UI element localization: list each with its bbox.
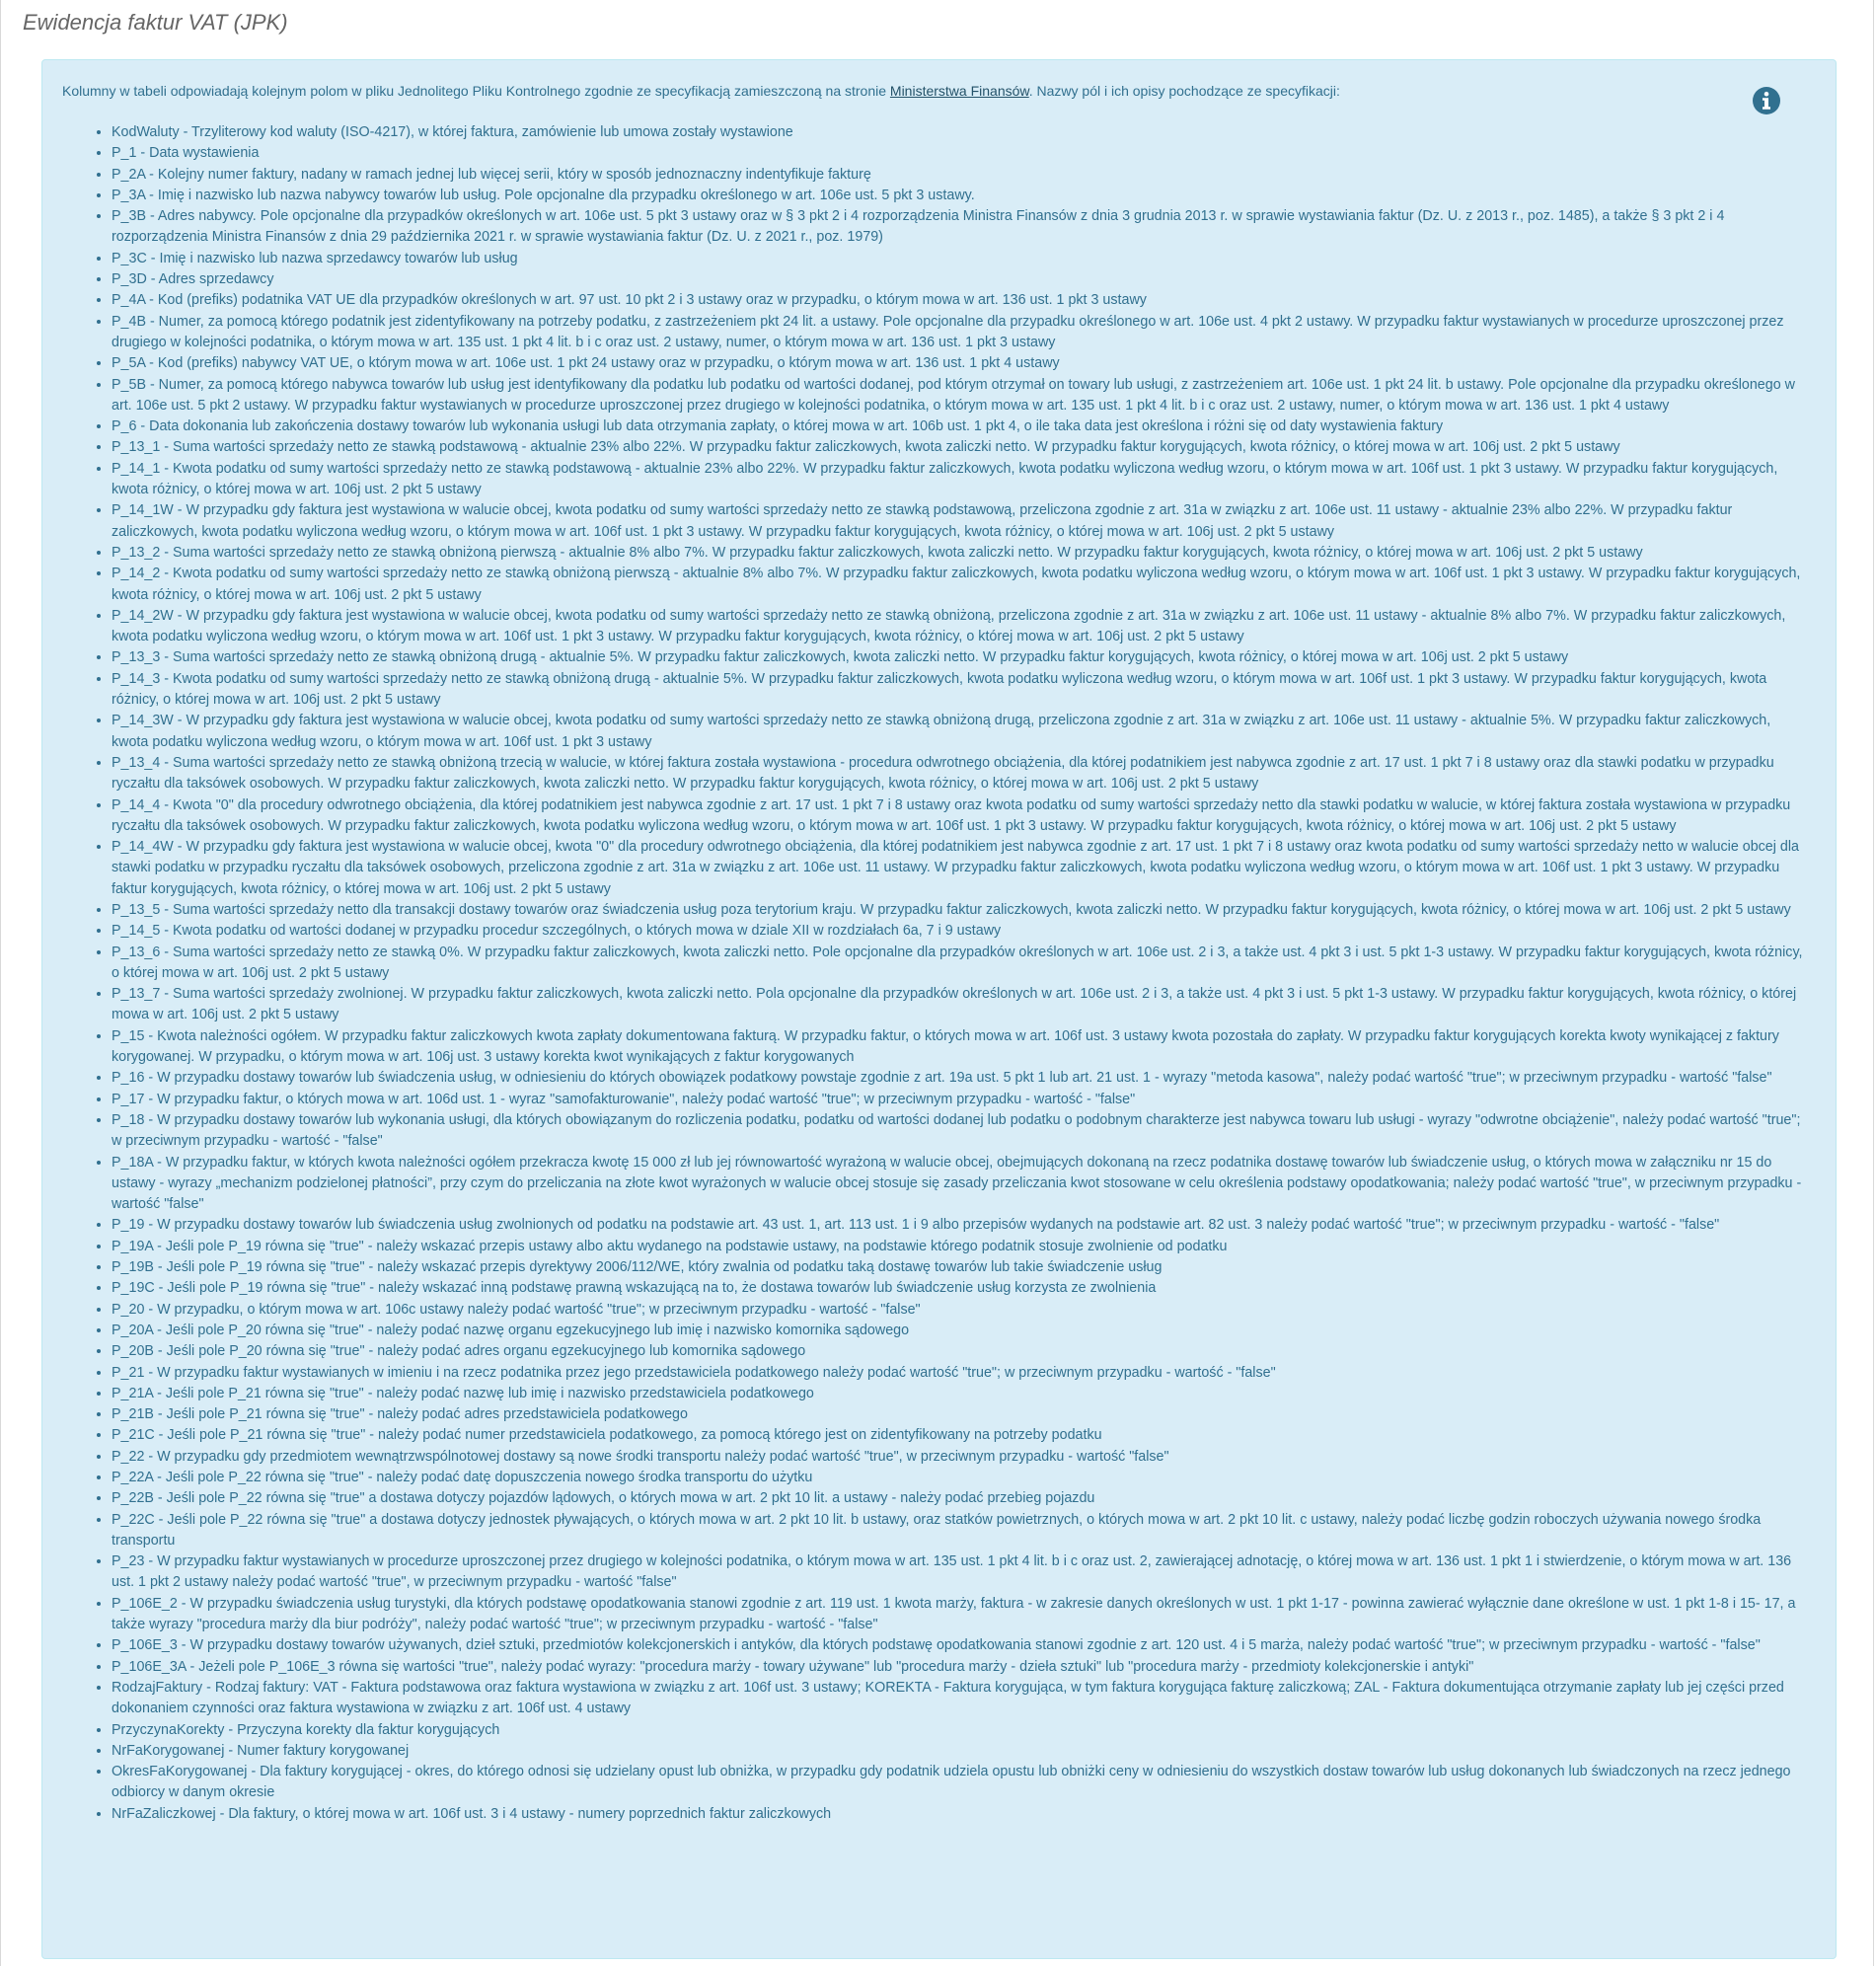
field-spec-item: • P_15 - Kwota należności ogółem. W przypadku faktur zaliczkowych kwota zapłaty dokumentowana fakturą. W przypadku faktur, o których mowa w art. 106f ust. 3 ustawy kwota pozostała do zapłaty. W przypadku faktur korygujących korekta kwoty wynikającej z faktury korygowanej. W przypadku, o którym mowa w art. 106j ust. 3 ustawy korekta kwot wynikających z faktur korygowanych <box>112 1026 1806 1069</box>
field-spec-item: • P_18 - W przypadku dostawy towarów lub wykonania usługi, dla których obowiązanym do rozliczenia podatku, podatku od wartości dodanej lub podatku o podobnym charakterze jest nabywca towaru lub usługi - wyrazy "odwrotne obciążenie", należy podać wartość "true"; w przeciwnym przypadku - wartość - "false" <box>112 1110 1806 1153</box>
page-title: Ewidencja faktur VAT (JPK) <box>23 10 288 35</box>
field-spec-item: • P_18A - W przypadku faktur, w których kwota należności ogółem przekracza kwotę 15 000 zł lub jej równowartość wyrażoną w walucie obcej, obejmujących dokonaną na rzecz podatnika dostawę towarów lub świadczenie usług, o których mowa w załączniku nr 15 do ustawy - wyrazy „mechanizm podzielonej płatności”, przy czym do przeliczania na złote kwot wyrażonych w walucie obcej stosuje się zasady przeliczania kwot stosowane w celu określenia podstawy opodatkowania; należy podać wartość "true", w przeciwnym przypadku - wartość "false" <box>112 1153 1806 1216</box>
field-spec-item: • P_22C - Jeśli pole P_22 równa się "true" a dostawa dotyczy jednostek pływających, o których mowa w art. 2 pkt 10 lit. b ustawy, oraz statków powietrznych, o których mowa w art. 2 pkt 10 lit. c ustawy, należy podać liczbę godzin roboczych używania nowego środka transportu <box>112 1510 1806 1552</box>
field-spec-item: • P_3D - Adres sprzedawcy <box>112 269 1806 290</box>
field-spec-item: • P_14_5 - Kwota podatku od wartości dodanej w przypadku procedur szczególnych, o których mowa w dziale XII w rozdziałach 6a, 7 i 9 ustawy <box>112 921 1806 942</box>
field-spec-item: • P_22A - Jeśli pole P_22 równa się "true" - należy podać datę dopuszczenia nowego środka transportu do użytku <box>112 1468 1806 1488</box>
field-spec-item: • P_6 - Data dokonania lub zakończenia dostawy towarów lub wykonania usługi lub data otrzymania zapłaty, o której mowa w art. 106b ust. 1 pkt 4, o ile taka data jest określona i różni się od daty wystawienia faktury <box>112 416 1806 437</box>
ministry-of-finance-link[interactable]: Ministerstwa Finansów <box>889 83 1029 99</box>
field-spec-item: • P_19A - Jeśli pole P_19 równa się "true" - należy wskazać przepis ustawy albo aktu wydanego na podstawie ustawy, na podstawie którego podatnik stosuje zwolnienie od podatku <box>112 1237 1806 1257</box>
field-spec-item: • P_106E_3 - W przypadku dostawy towarów używanych, dzieł sztuki, przedmiotów kolekcjonerskich i antyków, dla których podstawę opodatkowania stanowi zgodnie z art. 120 ust. 4 i 5 marża, należy podać wartość "true"; w przeciwnym przypadku - wartość - "false" <box>112 1635 1806 1656</box>
field-spec-item: • P_19C - Jeśli pole P_19 równa się "true" - należy wskazać inną podstawę prawną wskazującą na to, że dostawa towarów lub świadczenie usług korzysta ze zwolnienia <box>112 1278 1806 1299</box>
field-spec-item: • P_1 - Data wystawienia <box>112 143 1806 164</box>
field-spec-item: • P_22B - Jeśli pole P_22 równa się "true" a dostawa dotyczy pojazdów lądowych, o których mowa w art. 2 pkt 10 lit. a ustawy - należy podać przebieg pojazdu <box>112 1488 1806 1509</box>
field-spec-item: • P_20 - W przypadku, o którym mowa w art. 106c ustawy należy podać wartość "true"; w przeciwnym przypadku - wartość - "false" <box>112 1300 1806 1321</box>
field-spec-list <box>62 122 1806 1825</box>
field-spec-item: • P_13_2 - Suma wartości sprzedaży netto ze stawką obniżoną pierwszą - aktualnie 8% albo 7%. W przypadku faktur zaliczkowych, kwota zaliczki netto. W przypadku faktur korygujących, kwota różnicy, o której mowa w art. 106j ust. 2 pkt 5 ustawy <box>112 543 1806 564</box>
field-spec-item: • P_14_3 - Kwota podatku od sumy wartości sprzedaży netto ze stawką obniżoną drugą - aktualnie 5%. W przypadku faktur zaliczkowych, kwota podatku wyliczona według wzoru, o którym mowa w art. 106f ust. 1 pkt 3 ustawy. W przypadku faktur korygujących, kwota różnicy, o której mowa w art. 106j ust. 2 pkt 5 ustawy <box>112 669 1806 712</box>
field-spec-item: • P_3C - Imię i nazwisko lub nazwa sprzedawcy towarów lub usług <box>112 249 1806 269</box>
field-spec-item: • P_13_1 - Suma wartości sprzedaży netto ze stawką podstawową - aktualnie 23% albo 22%. W przypadku faktur zaliczkowych, kwota zaliczki netto. W przypadku faktur korygujących, kwota różnicy, o której mowa w art. 106j ust. 2 pkt 5 ustawy <box>112 437 1806 458</box>
field-spec-item: • P_21 - W przypadku faktur wystawianych w imieniu i na rzecz podatnika przez jego przedstawiciela podatkowego należy podać wartość "true"; w przeciwnym przypadku - wartość - "false" <box>112 1363 1806 1384</box>
field-spec-item: • P_20B - Jeśli pole P_20 równa się "true" - należy podać adres organu egzekucyjnego lub komornika sądowego <box>112 1341 1806 1362</box>
intro-text <box>62 82 1727 101</box>
field-spec-item: • P_13_3 - Suma wartości sprzedaży netto ze stawką obniżoną drugą - aktualnie 5%. W przypadku faktur zaliczkowych, kwota zaliczki netto. W przypadku faktur korygujących, kwota różnicy, o której mowa w art. 106j ust. 2 pkt 5 ustawy <box>112 647 1806 668</box>
field-spec-item: • P_3A - Imię i nazwisko lub nazwa nabywcy towarów lub usług. Pole opcjonalne dla przypadku określonego w art. 106e ust. 5 pkt 3 ustawy. <box>112 186 1806 206</box>
field-spec-item: • P_14_4 - Kwota "0" dla procedury odwrotnego obciążenia, dla której podatnikiem jest nabywca zgodnie z art. 17 ust. 1 pkt 7 i 8 ustawy oraz kwota podatku od sumy wartości sprzedaży netto dla stawki podatku w walucie, w której faktura została wystawiona w przypadku ryczałtu dla taksówek osobowych. W przypadku faktur zaliczkowych, kwota podatku wyliczona według wzoru, o którym mowa w art. 106f ust. 1 pkt 3 ustawy. W przypadku faktur korygujących, kwota różnicy, o której mowa w art. 106j ust. 2 pkt 5 ustawy <box>112 795 1806 838</box>
field-spec-item: • NrFaKorygowanej - Numer faktury korygowanej <box>112 1741 1806 1762</box>
field-spec-item: • P_3B - Adres nabywcy. Pole opcjonalne dla przypadków określonych w art. 106e ust. 5 pkt 3 ustawy oraz w § 3 pkt 2 i 4 rozporządzenia Ministra Finansów z dnia 3 grudnia 2013 r. w sprawie wystawiania faktur (Dz. U. z 2013 r., poz. 1485), a także § 3 pkt 2 i 4 rozporządzenia Ministra Finansów z dnia 29 października 2021 r. w sprawie wystawiania faktur (Dz. U. z 2021 r., poz. 1979) <box>112 206 1806 249</box>
field-spec-item: • P_13_5 - Suma wartości sprzedaży netto dla transakcji dostawy towarów oraz świadczenia usług poza terytorium kraju. W przypadku faktur zaliczkowych, kwota zaliczki netto. W przypadku faktur korygujących, kwota różnicy, o której mowa w art. 106j ust. 2 pkt 5 ustawy <box>112 900 1806 921</box>
field-spec-item: • P_19B - Jeśli pole P_19 równa się "true" - należy wskazać przepis dyrektywy 2006/112/WE, który zwalnia od podatku taką dostawę towarów lub takie świadczenie usług <box>112 1257 1806 1278</box>
field-spec-item: • P_16 - W przypadku dostawy towarów lub świadczenia usług, w odniesieniu do których obowiązek podatkowy powstaje zgodnie z art. 19a ust. 5 pkt 1 lub art. 21 ust. 1 - wyrazy "metoda kasowa", należy podać wartość "true"; w przeciwnym przypadku - wartość "false" <box>112 1068 1806 1089</box>
field-spec-item: • P_19 - W przypadku dostawy towarów lub świadczenia usług zwolnionych od podatku na podstawie art. 43 ust. 1, art. 113 ust. 1 i 9 albo przepisów wydanych na podstawie art. 82 ust. 3 należy podać wartość "true"; w przeciwnym przypadku - wartość - "false" <box>112 1215 1806 1236</box>
field-spec-item: • P_106E_2 - W przypadku świadczenia usług turystyki, dla których podstawę opodatkowania stanowi zgodnie z art. 119 ust. 1 kwota marży, faktura - w zakresie danych określonych w ust. 1 pkt 1-17 - powinna zawierać wyłącznie dane określone w ust. 1 pkt 1-8 i 15- 17, a także wyrazy "procedura marży dla biur podróży", należy podać wartość "true"; w przeciwnym przypadku - wartość - "false" <box>112 1594 1806 1636</box>
field-spec-item: • P_13_7 - Suma wartości sprzedaży zwolnionej. W przypadku faktur zaliczkowych, kwota zaliczki netto. Pola opcjonalne dla przypadków określonych w art. 106e ust. 2 i 3, a także ust. 4 pkt 3 i ust. 5 pkt 1-3 ustawy. W przypadku faktur korygujących, kwota różnicy, o której mowa w art. 106j ust. 2 pkt 5 ustawy <box>112 984 1806 1026</box>
field-spec-item: • P_2A - Kolejny numer faktury, nadany w ramach jednej lub więcej serii, który w sposób jednoznaczny indentyfikuje fakturę <box>112 165 1806 186</box>
field-spec-item: • P_106E_3A - Jeżeli pole P_106E_3 równa się wartości "true", należy podać wyrazy: "procedura marży - towary używane" lub "procedura marży - dzieła sztuki" lub "procedura marży - przedmioty kolekcjonerskie i antyki" <box>112 1657 1806 1678</box>
field-spec-item: • P_23 - W przypadku faktur wystawianych w procedurze uproszczonej przez drugiego w kolejności podatnika, o którym mowa w art. 135 ust. 1 pkt 4 lit. b i c oraz ust. 2, zawierającej adnotację, o której mowa w art. 136 ust. 1 pkt 1 i stwierdzenie, o którym mowa w art. 136 ust. 1 pkt 2 ustawy należy podać wartość "true", w przeciwnym przypadku - wartość "false" <box>112 1551 1806 1594</box>
field-spec-item: • P_13_4 - Suma wartości sprzedaży netto ze stawką obniżoną trzecią w walucie, w której faktura została wystawiona - procedura odwrotnego obciążenia, dla której podatnikiem jest nabywca zgodnie z art. 17 ust. 1 pkt 7 i 8 ustawy oraz dla stawki podatku w przypadku ryczałtu dla taksówek osobowych. W przypadku faktur zaliczkowych, kwota zaliczki netto. W przypadku faktur korygujących, kwota różnicy, o której mowa w art. 106j ust. 2 pkt 5 ustawy <box>112 753 1806 795</box>
field-spec-item: • P_14_1 - Kwota podatku od sumy wartości sprzedaży netto ze stawką podstawową - aktualnie 23% albo 22%. W przypadku faktur zaliczkowych, kwota podatku wyliczona według wzoru, o którym mowa w art. 106f ust. 1 pkt 3 ustawy. W przypadku faktur korygujących, kwota różnicy, o której mowa w art. 106j ust. 2 pkt 5 ustawy <box>112 459 1806 501</box>
field-spec-item: • P_17 - W przypadku faktur, o których mowa w art. 106d ust. 1 - wyraz "samofakturowanie", należy podać wartość "true"; w przeciwnym przypadku - wartość - "false" <box>112 1090 1806 1110</box>
field-spec-item: • P_5A - Kod (prefiks) nabywcy VAT UE, o którym mowa w art. 106e ust. 1 pkt 24 ustawy oraz w przypadku, o którym mowa w art. 136 ust. 1 pkt 4 ustawy <box>112 353 1806 374</box>
field-spec-item: • P_20A - Jeśli pole P_20 równa się "true" - należy podać nazwę organu egzekucyjnego lub imię i nazwisko komornika sądowego <box>112 1321 1806 1341</box>
field-spec-item: • P_14_1W - W przypadku gdy faktura jest wystawiona w walucie obcej, kwota podatku od sumy wartości sprzedaży netto ze stawką podstawową, przeliczona zgodnie z art. 31a w związku z art. 106e ust. 11 ustawy - aktualnie 23% albo 22%. W przypadku faktur zaliczkowych, kwota podatku wyliczona według wzoru, o którym mowa w art. 106f ust. 1 pkt 3 ustawy. W przypadku faktur korygujących, kwota różnicy, o której mowa w art. 106j ust. 2 pkt 5 ustawy <box>112 500 1806 543</box>
intro-text-after-link: . Nazwy pól i ich opisy pochodzące ze specyfikacji: <box>1028 83 1340 99</box>
field-spec-item: • P_21C - Jeśli pole P_21 równa się "true" - należy podać numer przedstawiciela podatkowego, za pomocą którego jest on zidentyfikowany na potrzeby podatku <box>112 1425 1806 1446</box>
field-spec-item: • PrzyczynaKorekty - Przyczyna korekty dla faktur korygujących <box>112 1720 1806 1741</box>
info-alert-box <box>41 59 1837 1959</box>
field-spec-item: • P_14_3W - W przypadku gdy faktura jest wystawiona w walucie obcej, kwota podatku od sumy wartości sprzedaży netto ze stawką obniżoną drugą, przeliczona zgodnie z art. 31a w związku z art. 106e ust. 11 ustawy - aktualnie 5%. W przypadku faktur zaliczkowych, kwota podatku wyliczona według wzoru, o którym mowa w art. 106f ust. 1 pkt 3 ustawy <box>112 711 1806 753</box>
field-spec-item: • P_14_2 - Kwota podatku od sumy wartości sprzedaży netto ze stawką obniżoną pierwszą - aktualnie 8% albo 7%. W przypadku faktur zaliczkowych, kwota podatku wyliczona według wzoru, o którym mowa w art. 106f ust. 1 pkt 3 ustawy. W przypadku faktur korygujących, kwota różnicy, o której mowa w art. 106j ust. 2 pkt 5 ustawy <box>112 564 1806 606</box>
field-spec-item: • P_13_6 - Suma wartości sprzedaży netto ze stawką 0%. W przypadku faktur zaliczkowych, kwota zaliczki netto. Pole opcjonalne dla przypadków określonych w art. 106e ust. 2 i 3, a także ust. 4 pkt 3 i ust. 5 pkt 1-3 ustawy. W przypadku faktur korygujących, kwota różnicy, o której mowa w art. 106j ust. 2 pkt 5 ustawy <box>112 943 1806 985</box>
field-spec-item: • P_14_2W - W przypadku gdy faktura jest wystawiona w walucie obcej, kwota podatku od sumy wartości sprzedaży netto ze stawką obniżoną, przeliczona zgodnie z art. 31a w związku z art. 106e ust. 11 ustawy - aktualnie 8% albo 7%. W przypadku faktur zaliczkowych, kwota podatku wyliczona według wzoru, o którym mowa w art. 106f ust. 1 pkt 3 ustawy. W przypadku faktur korygujących, kwota różnicy, o której mowa w art. 106j ust. 2 pkt 5 ustawy <box>112 606 1806 648</box>
info-circle-icon <box>1752 86 1781 115</box>
field-spec-item: • P_5B - Numer, za pomocą którego nabywca towarów lub usług jest identyfikowany dla podatku lub podatku od wartości dodanej, pod którym otrzymał on towary lub usługi, z zastrzeżeniem art. 106e ust. 1 pkt 24 lit. b ustawy. Pole opcjonalne dla przypadku określonego w art. 106e ust. 5 pkt 2 ustawy. W przypadku faktur wystawianych w procedurze uproszczonej przez drugiego w kolejności podatnika, o którym mowa w art. 135 ust. 1 pkt 4 lit. b i c oraz ust. 2 ustawy, numer, o którym mowa w art. 136 ust. 1 pkt 4 ustawy <box>112 375 1806 417</box>
field-spec-item: • P_4A - Kod (prefiks) podatnika VAT UE dla przypadków określonych w art. 97 ust. 10 pkt 2 i 3 ustawy oraz w przypadku, o którym mowa w art. 136 ust. 1 pkt 3 ustawy <box>112 290 1806 311</box>
field-spec-item: • P_22 - W przypadku gdy przedmiotem wewnątrzwspólnotowej dostawy są nowe środki transportu należy podać wartość "true", w przeciwnym przypadku - wartość "false" <box>112 1447 1806 1468</box>
field-spec-item: • P_14_4W - W przypadku gdy faktura jest wystawiona w walucie obcej, kwota "0" dla procedury odwrotnego obciążenia, dla której podatnikiem jest nabywca zgodnie z art. 17 ust. 1 pkt 7 i 8 ustawy oraz kwota podatku od sumy wartości sprzedaży netto w walucie obcej dla stawki podatku w przypadku ryczałtu dla taksówek osobowych, przeliczona zgodnie z art. 31a w związku z art. 106e ust. 11 ustawy. W przypadku faktur zaliczkowych, kwota podatku wyliczona według wzoru, o którym mowa w art. 106f ust. 1 pkt 3 ustawy. W przypadku faktur korygujących, kwota różnicy, o której mowa w art. 106j ust. 2 pkt 5 ustawy <box>112 837 1806 900</box>
field-spec-item: • P_4B - Numer, za pomocą którego podatnik jest zidentyfikowany na potrzeby podatku, z zastrzeżeniem pkt 24 lit. a ustawy. Pole opcjonalne dla przypadku określonego w art. 106e ust. 4 pkt 2 ustawy. W przypadku faktur wystawianych w procedurze uproszczonej przez drugiego w kolejności podatnika, o którym mowa w art. 135 ust. 1 pkt 4 lit. b i c oraz ust. 2 ustawy, numer, o którym mowa w art. 136 ust. 1 pkt 3 ustawy <box>112 312 1806 354</box>
field-spec-item: • KodWaluty - Trzyliterowy kod waluty (ISO-4217), w której faktura, zamówienie lub umowa zostały wystawione <box>112 122 1806 143</box>
field-spec-item: • RodzajFaktury - Rodzaj faktury: VAT - Faktura podstawowa oraz faktura wystawiona w związku z art. 106f ust. 3 ustawy; KOREKTA - Faktura korygująca, w tym faktura korygująca fakturę zaliczkową; ZAL - Faktura dokumentująca otrzymanie zapłaty lub jej części przed dokonaniem czynności oraz faktura wystawiona w związku z art. 106f ust. 4 ustawy <box>112 1678 1806 1720</box>
field-spec-item: • P_21A - Jeśli pole P_21 równa się "true" - należy podać nazwę lub imię i nazwisko przedstawiciela podatkowego <box>112 1384 1806 1404</box>
intro-text-before-link: Kolumny w tabeli odpowiadają kolejnym polom w pliku Jednolitego Pliku Kontrolnego zgodnie ze specyfikacją zamieszczoną na stronie <box>62 83 890 99</box>
field-spec-item: • OkresFaKorygowanej - Dla faktury korygującej - okres, do którego odnosi się udzielany opust lub obniżka, w przypadku gdy podatnik udziela opustu lub obniżki ceny w odniesieniu do wszystkich dostaw towarów lub usług dokonanych lub świadczonych na rzecz jednego odbiorcy w danym okresie <box>112 1762 1806 1804</box>
field-spec-item: • NrFaZaliczkowej - Dla faktury, o której mowa w art. 106f ust. 3 i 4 ustawy - numery poprzednich faktur zaliczkowych <box>112 1804 1806 1825</box>
field-spec-item: • P_21B - Jeśli pole P_21 równa się "true" - należy podać adres przedstawiciela podatkowego <box>112 1404 1806 1425</box>
